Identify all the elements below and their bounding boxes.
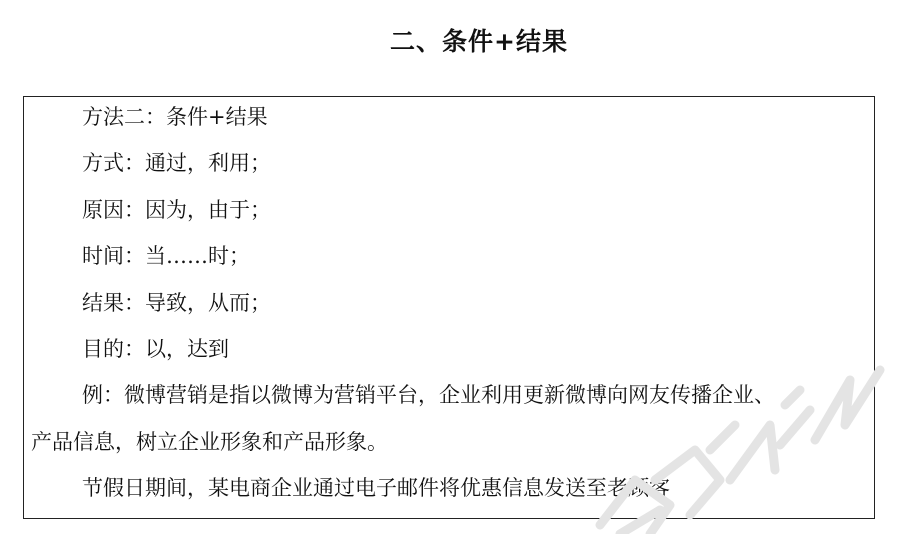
manner-line: 方式：通过，利用；: [82, 151, 271, 175]
reason-line: 原因：因为，由于；: [82, 198, 271, 222]
example-line-3: 节假日期间，某电商企业通过电子邮件将优惠信息发送至老顾客: [82, 476, 670, 500]
section-heading: 二、条件+结果: [390, 27, 568, 56]
time-line: 时间：当……时；: [82, 244, 250, 268]
content-box: [23, 96, 875, 519]
example-line-2: 产品信息，树立企业形象和产品形象。: [31, 430, 388, 454]
result-line: 结果：导致，从而；: [82, 291, 271, 315]
example-line-1: 例：微博营销是指以微博为营销平台，企业利用更新微博向网友传播企业、: [82, 383, 775, 407]
method-title-line: 方法二：条件+结果: [82, 105, 268, 129]
purpose-line: 目的：以，达到: [82, 337, 229, 361]
